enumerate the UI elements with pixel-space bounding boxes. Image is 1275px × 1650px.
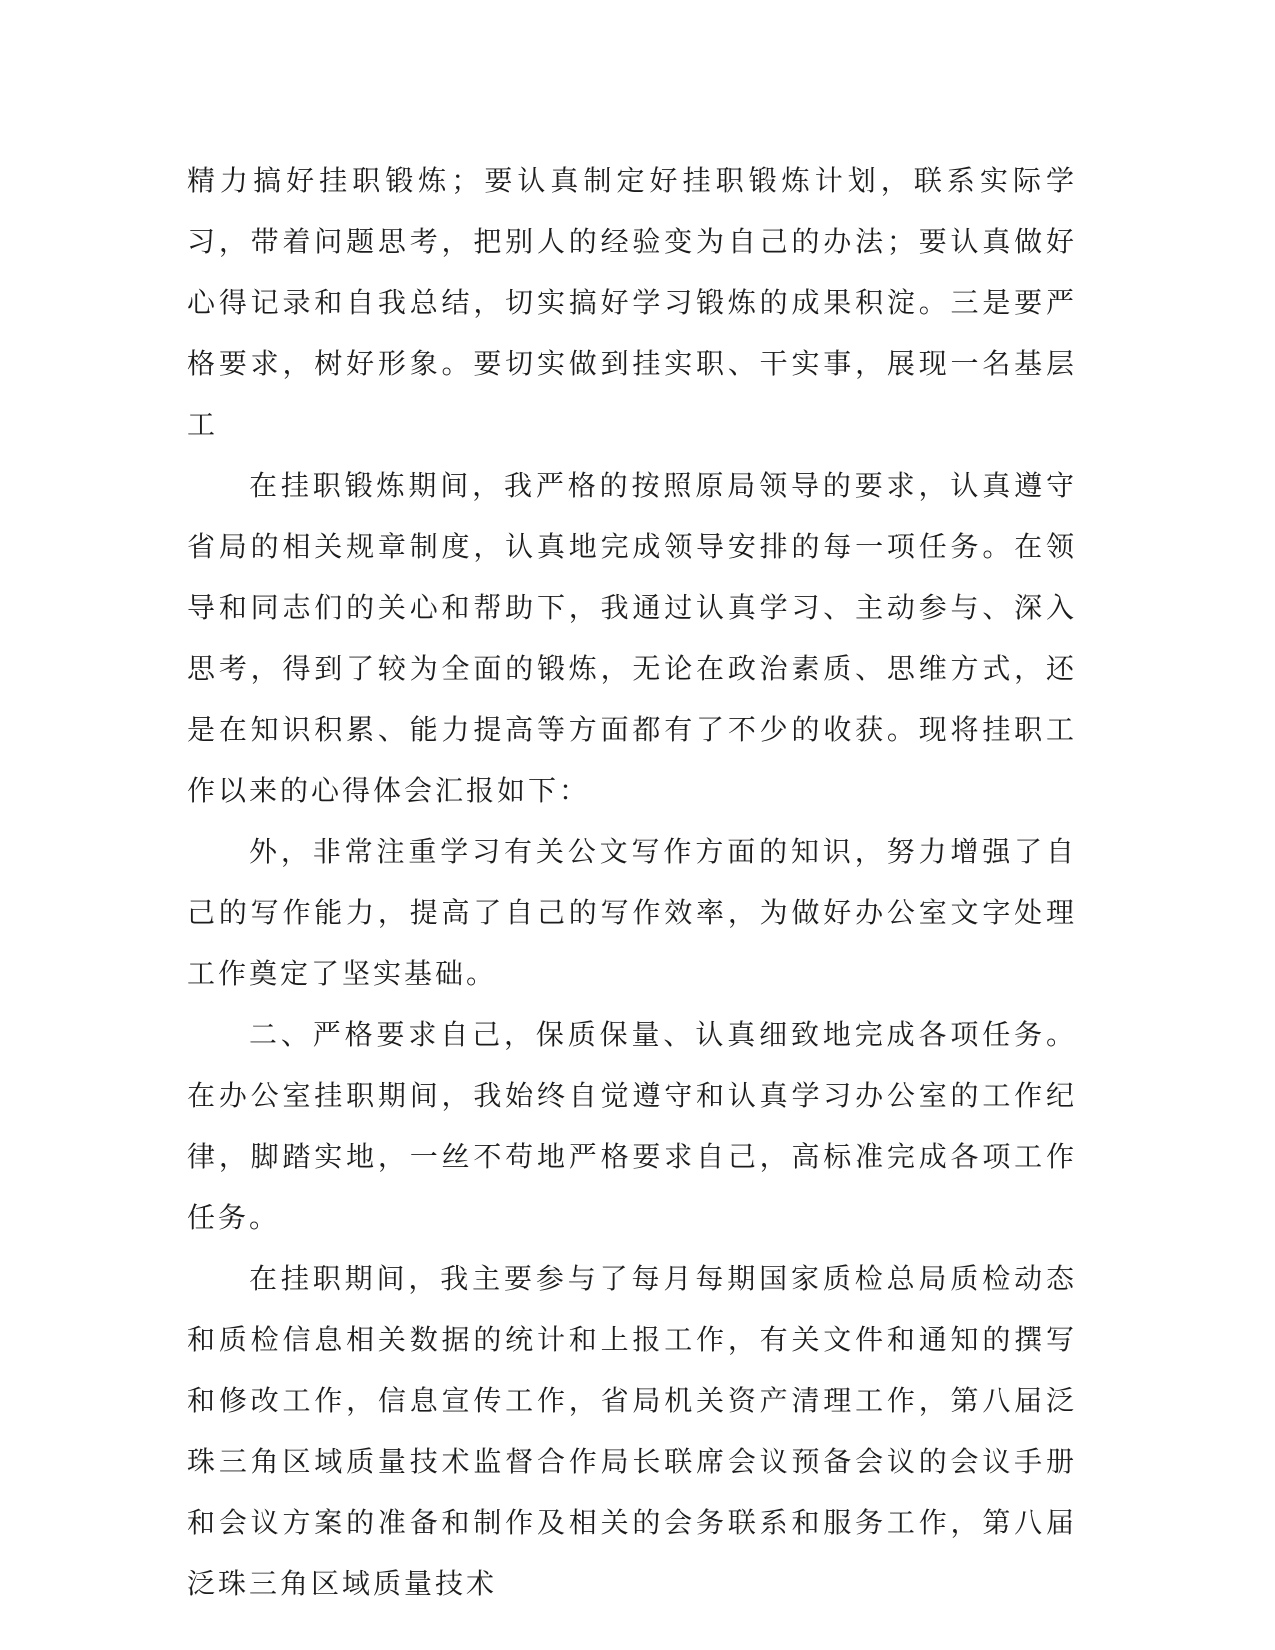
paragraph-5: 在挂职期间，我主要参与了每月每期国家质检总局质检动态和质检信息相关数据的统计和上报工作，有关文件和通知的撰写和修改工作，信息宣传工作，省局机关资产清理工作，第八届泛珠三角区域质量技术监督合作局长联席会议预备会议的会议手册和会议方案的准备和制作及相关的会务联系和服务工作，第八届泛珠三角区域质量技术 <box>187 1262 1077 1600</box>
paragraph-1: 精力搞好挂职锻炼；要认真制定好挂职锻炼计划，联系实际学习，带着问题思考，把别人的经验变为自己的办法；要认真做好心得记录和自我总结，切实搞好学习锻炼的成果积淀。三是要严格要求，树好形象。要切实做到挂实职、干实事，展现一名基层工 <box>187 164 1077 441</box>
paragraph-2: 在挂职锻炼期间，我严格的按照原局领导的要求，认真遵守省局的相关规章制度，认真地完成领导安排的每一项任务。在领导和同志们的关心和帮助下，我通过认真学习、主动参与、深入思考，得到了较为全面的锻炼，无论在政治素质、思维方式，还是在知识积累、能力提高等方面都有了不少的收获。现将挂职工作以来的心得体会汇报如下： <box>187 469 1077 807</box>
paragraph-4: 二、严格要求自己，保质保量、认真细致地完成各项任务。在办公室挂职期间，我始终自觉遵守和认真学习办公室的工作纪律，脚踏实地，一丝不苟地严格要求自己，高标准完成各项工作任务。 <box>187 1018 1077 1234</box>
paragraph-3: 外，非常注重学习有关公文写作方面的知识，努力增强了自己的写作能力，提高了自己的写作效率，为做好办公室文字处理工作奠定了坚实基础。 <box>187 835 1077 990</box>
document-body <box>187 150 1077 1614</box>
